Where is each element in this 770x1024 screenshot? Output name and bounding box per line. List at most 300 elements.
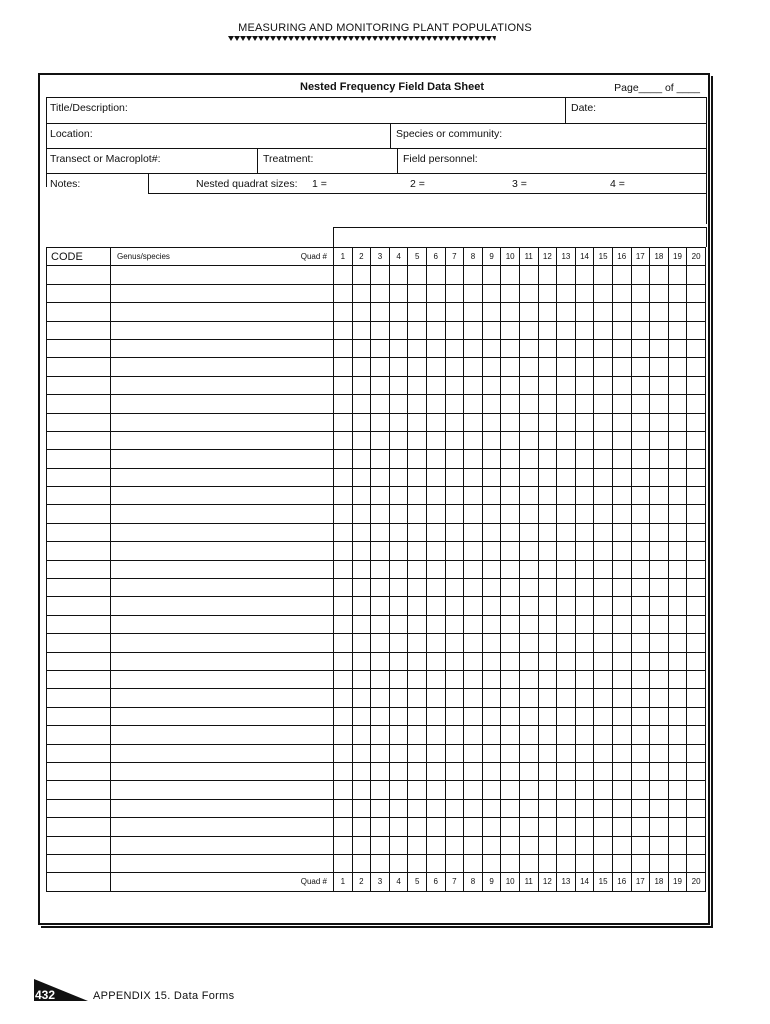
code-cell[interactable] xyxy=(47,376,111,394)
quad-cell[interactable] xyxy=(538,818,557,836)
genus-cell[interactable] xyxy=(111,854,334,872)
quad-cell[interactable] xyxy=(371,523,390,541)
quad-cell[interactable] xyxy=(334,487,353,505)
quad-cell[interactable] xyxy=(575,505,594,523)
quad-cell[interactable] xyxy=(445,744,464,762)
quad-cell[interactable] xyxy=(631,505,650,523)
code-cell[interactable] xyxy=(47,781,111,799)
quad-cell[interactable] xyxy=(464,413,483,431)
quad-cell[interactable] xyxy=(538,707,557,725)
quad-cell[interactable] xyxy=(575,744,594,762)
quad-cell[interactable] xyxy=(668,818,687,836)
quad-cell[interactable] xyxy=(334,468,353,486)
quad-cell[interactable] xyxy=(501,744,520,762)
quad-cell[interactable] xyxy=(426,652,445,670)
quad-cell[interactable] xyxy=(426,284,445,302)
quad-cell[interactable] xyxy=(538,854,557,872)
quad-cell[interactable] xyxy=(612,854,631,872)
code-cell[interactable] xyxy=(47,523,111,541)
quad-cell[interactable] xyxy=(538,523,557,541)
quad-cell[interactable] xyxy=(650,523,669,541)
quad-cell[interactable] xyxy=(557,339,576,357)
quad-cell[interactable] xyxy=(687,579,706,597)
quad-cell[interactable] xyxy=(557,487,576,505)
quad-cell[interactable] xyxy=(445,836,464,854)
quad-cell[interactable] xyxy=(668,395,687,413)
quad-cell[interactable] xyxy=(594,707,613,725)
quad-cell[interactable] xyxy=(594,395,613,413)
quad-cell[interactable] xyxy=(501,726,520,744)
quad-cell[interactable] xyxy=(464,579,483,597)
quad-cell[interactable] xyxy=(631,726,650,744)
quad-cell[interactable] xyxy=(482,615,501,633)
quad-cell[interactable] xyxy=(334,266,353,284)
quad-cell[interactable] xyxy=(445,689,464,707)
quad-cell[interactable] xyxy=(557,854,576,872)
quad-cell[interactable] xyxy=(501,505,520,523)
quad-cell[interactable] xyxy=(594,597,613,615)
quad-cell[interactable] xyxy=(519,579,538,597)
quad-cell[interactable] xyxy=(352,597,371,615)
quad-cell[interactable] xyxy=(426,542,445,560)
quad-cell[interactable] xyxy=(389,450,408,468)
quad-cell[interactable] xyxy=(334,376,353,394)
genus-cell[interactable] xyxy=(111,818,334,836)
quad-cell[interactable] xyxy=(631,431,650,449)
quad-cell[interactable] xyxy=(352,542,371,560)
quad-cell[interactable] xyxy=(352,689,371,707)
quad-cell[interactable] xyxy=(408,726,427,744)
quad-cell[interactable] xyxy=(631,339,650,357)
quad-cell[interactable] xyxy=(501,321,520,339)
quad-cell[interactable] xyxy=(594,799,613,817)
quad-cell[interactable] xyxy=(389,505,408,523)
quad-cell[interactable] xyxy=(612,487,631,505)
quad-cell[interactable] xyxy=(408,542,427,560)
code-cell[interactable] xyxy=(47,634,111,652)
quad-cell[interactable] xyxy=(426,818,445,836)
quad-cell[interactable] xyxy=(445,854,464,872)
quad-cell[interactable] xyxy=(501,818,520,836)
quad-cell[interactable] xyxy=(501,542,520,560)
quad-cell[interactable] xyxy=(482,799,501,817)
quad-cell[interactable] xyxy=(650,854,669,872)
quad-cell[interactable] xyxy=(519,376,538,394)
quad-cell[interactable] xyxy=(371,560,390,578)
genus-cell[interactable] xyxy=(111,487,334,505)
quad-cell[interactable] xyxy=(575,303,594,321)
quad-cell[interactable] xyxy=(612,339,631,357)
quad-cell[interactable] xyxy=(352,615,371,633)
quad-cell[interactable] xyxy=(352,358,371,376)
quad-cell[interactable] xyxy=(501,339,520,357)
quad-cell[interactable] xyxy=(519,689,538,707)
quad-cell[interactable] xyxy=(612,284,631,302)
genus-cell[interactable] xyxy=(111,266,334,284)
quad-cell[interactable] xyxy=(389,781,408,799)
quad-cell[interactable] xyxy=(612,652,631,670)
quad-cell[interactable] xyxy=(464,762,483,780)
quad-cell[interactable] xyxy=(352,854,371,872)
quad-cell[interactable] xyxy=(631,762,650,780)
genus-cell[interactable] xyxy=(111,615,334,633)
quad-cell[interactable] xyxy=(464,836,483,854)
quad-cell[interactable] xyxy=(482,376,501,394)
quad-cell[interactable] xyxy=(426,781,445,799)
quad-cell[interactable] xyxy=(575,597,594,615)
quad-cell[interactable] xyxy=(519,726,538,744)
quad-cell[interactable] xyxy=(668,579,687,597)
quad-cell[interactable] xyxy=(371,597,390,615)
size3-field[interactable]: 3 = xyxy=(512,178,527,190)
quad-cell[interactable] xyxy=(371,670,390,688)
quad-cell[interactable] xyxy=(371,505,390,523)
quad-cell[interactable] xyxy=(594,431,613,449)
quad-cell[interactable] xyxy=(352,431,371,449)
quad-cell[interactable] xyxy=(352,487,371,505)
quad-cell[interactable] xyxy=(408,689,427,707)
code-cell[interactable] xyxy=(47,726,111,744)
quad-cell[interactable] xyxy=(519,854,538,872)
quad-cell[interactable] xyxy=(594,523,613,541)
quad-cell[interactable] xyxy=(482,395,501,413)
quad-cell[interactable] xyxy=(594,505,613,523)
quad-cell[interactable] xyxy=(371,321,390,339)
quad-cell[interactable] xyxy=(445,505,464,523)
quad-cell[interactable] xyxy=(575,376,594,394)
quad-cell[interactable] xyxy=(426,726,445,744)
quad-cell[interactable] xyxy=(408,744,427,762)
quad-cell[interactable] xyxy=(389,652,408,670)
quad-cell[interactable] xyxy=(538,744,557,762)
quad-cell[interactable] xyxy=(501,652,520,670)
quad-cell[interactable] xyxy=(426,413,445,431)
quad-cell[interactable] xyxy=(650,431,669,449)
quad-cell[interactable] xyxy=(482,652,501,670)
quad-cell[interactable] xyxy=(371,836,390,854)
quad-cell[interactable] xyxy=(631,395,650,413)
quad-cell[interactable] xyxy=(668,505,687,523)
quad-cell[interactable] xyxy=(557,413,576,431)
quad-cell[interactable] xyxy=(687,818,706,836)
quad-cell[interactable] xyxy=(612,689,631,707)
quad-cell[interactable] xyxy=(334,799,353,817)
quad-cell[interactable] xyxy=(631,744,650,762)
quad-cell[interactable] xyxy=(501,431,520,449)
quad-cell[interactable] xyxy=(408,652,427,670)
quad-cell[interactable] xyxy=(557,707,576,725)
quad-cell[interactable] xyxy=(594,854,613,872)
quad-cell[interactable] xyxy=(408,358,427,376)
quad-cell[interactable] xyxy=(352,707,371,725)
quad-cell[interactable] xyxy=(594,634,613,652)
quad-cell[interactable] xyxy=(668,284,687,302)
quad-cell[interactable] xyxy=(650,579,669,597)
genus-cell[interactable] xyxy=(111,358,334,376)
quad-cell[interactable] xyxy=(482,781,501,799)
quad-cell[interactable] xyxy=(334,284,353,302)
quad-cell[interactable] xyxy=(631,358,650,376)
quad-cell[interactable] xyxy=(538,579,557,597)
quad-cell[interactable] xyxy=(687,726,706,744)
quad-cell[interactable] xyxy=(352,468,371,486)
code-cell[interactable] xyxy=(47,560,111,578)
quad-cell[interactable] xyxy=(408,266,427,284)
quad-cell[interactable] xyxy=(631,652,650,670)
quad-cell[interactable] xyxy=(334,707,353,725)
quad-cell[interactable] xyxy=(501,597,520,615)
code-cell[interactable] xyxy=(47,818,111,836)
quad-cell[interactable] xyxy=(445,523,464,541)
quad-cell[interactable] xyxy=(389,597,408,615)
quad-cell[interactable] xyxy=(575,542,594,560)
quad-cell[interactable] xyxy=(501,523,520,541)
quad-cell[interactable] xyxy=(612,707,631,725)
quad-cell[interactable] xyxy=(445,487,464,505)
quad-cell[interactable] xyxy=(482,542,501,560)
quad-cell[interactable] xyxy=(594,376,613,394)
quad-cell[interactable] xyxy=(389,560,408,578)
quad-cell[interactable] xyxy=(538,487,557,505)
location-field[interactable]: Location: xyxy=(50,128,93,140)
genus-cell[interactable] xyxy=(111,413,334,431)
quad-cell[interactable] xyxy=(594,413,613,431)
quad-cell[interactable] xyxy=(389,542,408,560)
quad-cell[interactable] xyxy=(464,799,483,817)
quad-cell[interactable] xyxy=(631,413,650,431)
quad-cell[interactable] xyxy=(445,670,464,688)
quad-cell[interactable] xyxy=(519,505,538,523)
quad-cell[interactable] xyxy=(631,376,650,394)
quad-cell[interactable] xyxy=(538,284,557,302)
quad-cell[interactable] xyxy=(464,670,483,688)
quad-cell[interactable] xyxy=(687,450,706,468)
quad-cell[interactable] xyxy=(464,468,483,486)
quad-cell[interactable] xyxy=(334,762,353,780)
quad-cell[interactable] xyxy=(612,542,631,560)
quad-cell[interactable] xyxy=(464,395,483,413)
code-cell[interactable] xyxy=(47,744,111,762)
quad-cell[interactable] xyxy=(371,707,390,725)
genus-cell[interactable] xyxy=(111,560,334,578)
quad-cell[interactable] xyxy=(408,707,427,725)
quad-cell[interactable] xyxy=(687,321,706,339)
quad-cell[interactable] xyxy=(519,395,538,413)
quad-cell[interactable] xyxy=(594,284,613,302)
genus-cell[interactable] xyxy=(111,468,334,486)
quad-cell[interactable] xyxy=(426,762,445,780)
quad-cell[interactable] xyxy=(631,284,650,302)
quad-cell[interactable] xyxy=(371,799,390,817)
quad-cell[interactable] xyxy=(352,321,371,339)
quad-cell[interactable] xyxy=(668,689,687,707)
quad-cell[interactable] xyxy=(334,339,353,357)
quad-cell[interactable] xyxy=(501,615,520,633)
quad-cell[interactable] xyxy=(519,560,538,578)
genus-cell[interactable] xyxy=(111,707,334,725)
quad-cell[interactable] xyxy=(445,413,464,431)
quad-cell[interactable] xyxy=(334,303,353,321)
quad-cell[interactable] xyxy=(538,266,557,284)
quad-cell[interactable] xyxy=(426,468,445,486)
code-cell[interactable] xyxy=(47,303,111,321)
quad-cell[interactable] xyxy=(371,818,390,836)
quad-cell[interactable] xyxy=(352,818,371,836)
quad-cell[interactable] xyxy=(557,670,576,688)
quad-cell[interactable] xyxy=(371,689,390,707)
quad-cell[interactable] xyxy=(575,836,594,854)
quad-cell[interactable] xyxy=(557,744,576,762)
quad-cell[interactable] xyxy=(445,358,464,376)
quad-cell[interactable] xyxy=(612,468,631,486)
quad-cell[interactable] xyxy=(501,468,520,486)
quad-cell[interactable] xyxy=(687,615,706,633)
quad-cell[interactable] xyxy=(482,707,501,725)
genus-cell[interactable] xyxy=(111,523,334,541)
quad-cell[interactable] xyxy=(334,413,353,431)
quad-cell[interactable] xyxy=(352,781,371,799)
quad-cell[interactable] xyxy=(668,376,687,394)
quad-cell[interactable] xyxy=(501,670,520,688)
quad-cell[interactable] xyxy=(482,836,501,854)
quad-cell[interactable] xyxy=(557,560,576,578)
quad-cell[interactable] xyxy=(334,358,353,376)
quad-cell[interactable] xyxy=(445,579,464,597)
quad-cell[interactable] xyxy=(445,597,464,615)
quad-cell[interactable] xyxy=(612,395,631,413)
quad-cell[interactable] xyxy=(538,339,557,357)
quad-cell[interactable] xyxy=(445,431,464,449)
quad-cell[interactable] xyxy=(334,781,353,799)
code-cell[interactable] xyxy=(47,579,111,597)
quad-cell[interactable] xyxy=(631,321,650,339)
quad-cell[interactable] xyxy=(501,303,520,321)
date-field[interactable]: Date: xyxy=(571,102,597,114)
quad-cell[interactable] xyxy=(426,303,445,321)
genus-cell[interactable] xyxy=(111,762,334,780)
quad-cell[interactable] xyxy=(631,818,650,836)
quad-cell[interactable] xyxy=(612,670,631,688)
quad-cell[interactable] xyxy=(371,854,390,872)
code-cell[interactable] xyxy=(47,652,111,670)
quad-cell[interactable] xyxy=(334,744,353,762)
quad-cell[interactable] xyxy=(575,339,594,357)
quad-cell[interactable] xyxy=(482,854,501,872)
quad-cell[interactable] xyxy=(482,689,501,707)
quad-cell[interactable] xyxy=(594,818,613,836)
quad-cell[interactable] xyxy=(612,303,631,321)
quad-cell[interactable] xyxy=(650,395,669,413)
quad-cell[interactable] xyxy=(519,523,538,541)
quad-cell[interactable] xyxy=(687,358,706,376)
quad-cell[interactable] xyxy=(445,450,464,468)
quad-cell[interactable] xyxy=(575,431,594,449)
quad-cell[interactable] xyxy=(501,376,520,394)
quad-cell[interactable] xyxy=(687,413,706,431)
quad-cell[interactable] xyxy=(426,707,445,725)
quad-cell[interactable] xyxy=(575,560,594,578)
quad-cell[interactable] xyxy=(519,744,538,762)
quad-cell[interactable] xyxy=(594,321,613,339)
genus-cell[interactable] xyxy=(111,284,334,302)
quad-cell[interactable] xyxy=(371,634,390,652)
quad-cell[interactable] xyxy=(668,487,687,505)
quad-cell[interactable] xyxy=(668,358,687,376)
quad-cell[interactable] xyxy=(334,523,353,541)
quad-cell[interactable] xyxy=(557,523,576,541)
quad-cell[interactable] xyxy=(687,836,706,854)
quad-cell[interactable] xyxy=(668,523,687,541)
quad-cell[interactable] xyxy=(575,321,594,339)
quad-cell[interactable] xyxy=(352,726,371,744)
quad-cell[interactable] xyxy=(575,799,594,817)
quad-cell[interactable] xyxy=(371,376,390,394)
quad-cell[interactable] xyxy=(557,781,576,799)
quad-cell[interactable] xyxy=(612,726,631,744)
quad-cell[interactable] xyxy=(668,450,687,468)
quad-cell[interactable] xyxy=(575,358,594,376)
quad-cell[interactable] xyxy=(352,339,371,357)
code-cell[interactable] xyxy=(47,799,111,817)
quad-cell[interactable] xyxy=(389,376,408,394)
quad-cell[interactable] xyxy=(334,431,353,449)
quad-cell[interactable] xyxy=(389,707,408,725)
quad-cell[interactable] xyxy=(426,670,445,688)
quad-cell[interactable] xyxy=(389,799,408,817)
genus-cell[interactable] xyxy=(111,873,334,891)
quad-cell[interactable] xyxy=(445,321,464,339)
quad-cell[interactable] xyxy=(352,579,371,597)
quad-cell[interactable] xyxy=(371,358,390,376)
quad-cell[interactable] xyxy=(445,560,464,578)
quad-cell[interactable] xyxy=(501,560,520,578)
quad-cell[interactable] xyxy=(408,450,427,468)
quad-cell[interactable] xyxy=(650,560,669,578)
quad-cell[interactable] xyxy=(464,321,483,339)
quad-cell[interactable] xyxy=(426,358,445,376)
quad-cell[interactable] xyxy=(631,854,650,872)
quad-cell[interactable] xyxy=(389,689,408,707)
quad-cell[interactable] xyxy=(538,505,557,523)
quad-cell[interactable] xyxy=(612,818,631,836)
quad-cell[interactable] xyxy=(426,266,445,284)
quad-cell[interactable] xyxy=(482,597,501,615)
quad-cell[interactable] xyxy=(389,395,408,413)
quad-cell[interactable] xyxy=(650,634,669,652)
quad-cell[interactable] xyxy=(426,615,445,633)
quad-cell[interactable] xyxy=(650,468,669,486)
quad-cell[interactable] xyxy=(650,726,669,744)
quad-cell[interactable] xyxy=(650,487,669,505)
quad-cell[interactable] xyxy=(482,321,501,339)
quad-cell[interactable] xyxy=(575,523,594,541)
quad-cell[interactable] xyxy=(687,542,706,560)
title-description-field[interactable]: Title/Description: xyxy=(50,102,128,114)
quad-cell[interactable] xyxy=(668,542,687,560)
quad-cell[interactable] xyxy=(538,670,557,688)
code-cell[interactable] xyxy=(47,505,111,523)
quad-cell[interactable] xyxy=(631,303,650,321)
quad-cell[interactable] xyxy=(650,505,669,523)
quad-cell[interactable] xyxy=(464,854,483,872)
quad-cell[interactable] xyxy=(482,523,501,541)
quad-cell[interactable] xyxy=(408,560,427,578)
genus-cell[interactable] xyxy=(111,450,334,468)
quad-cell[interactable] xyxy=(389,854,408,872)
quad-cell[interactable] xyxy=(594,744,613,762)
quad-cell[interactable] xyxy=(501,266,520,284)
quad-cell[interactable] xyxy=(389,487,408,505)
